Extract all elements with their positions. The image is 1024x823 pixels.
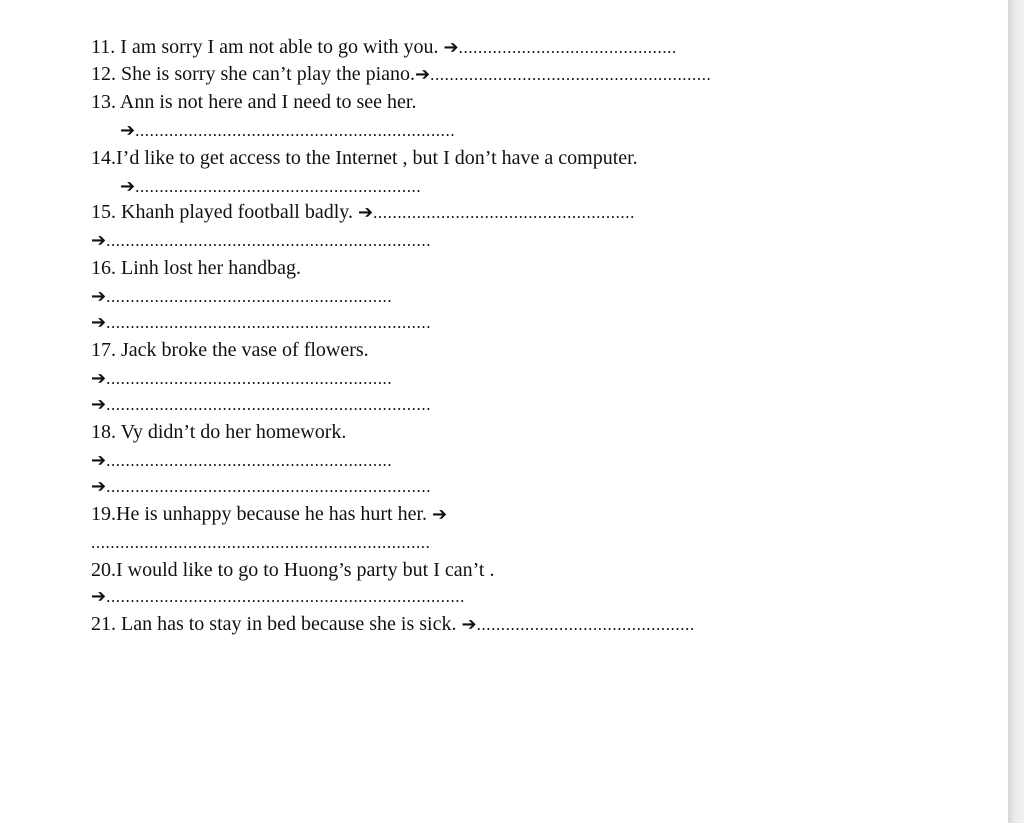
exercise-line [91, 501, 447, 528]
right-arrow-icon: ➔ [91, 394, 107, 415]
exercise-line [120, 173, 421, 200]
exercise-line [91, 309, 431, 336]
exercise-line [91, 337, 369, 364]
answer-blank[interactable]: ........................................................... [106, 287, 393, 306]
answer-blank[interactable]: .......................................................................... [106, 587, 465, 606]
answer-blank[interactable]: ...................................................... [373, 203, 635, 222]
answer-blank[interactable]: .................................................................. [135, 121, 456, 140]
exercise-text: 18. Vy didn’t do her homework. [91, 421, 347, 443]
exercise-line [91, 447, 392, 474]
right-arrow-icon: ➔ [91, 476, 107, 497]
right-arrow-icon: ➔ [461, 614, 477, 635]
right-arrow-icon: ➔ [120, 120, 136, 141]
exercise-line [91, 473, 431, 500]
right-arrow-icon: ➔ [415, 64, 431, 85]
exercise-text: 13. Ann is not here and I need to see her. [91, 91, 417, 113]
exercise-line [91, 583, 465, 610]
exercise-text: 21. Lan has to stay in bed because she is sick. [91, 613, 462, 635]
exercise-text: 11. I am sorry I am not able to go with you. [91, 36, 444, 58]
answer-blank[interactable]: ................................................................... [106, 313, 432, 332]
right-arrow-icon: ➔ [91, 286, 107, 307]
exercise-line [91, 255, 301, 282]
exercise-line [120, 117, 455, 144]
exercise-text: 14.I’d like to get access to the Internet , but I don’t have a computer. [91, 147, 638, 169]
exercise-text: 15. Khanh played football badly. [91, 201, 358, 223]
answer-blank[interactable]: ............................................. [458, 38, 677, 57]
exercise-text: 20.I would like to go to Huong’s party but I can’t . [91, 559, 495, 581]
exercise-line [91, 529, 431, 556]
exercise-text: 12. She is sorry she can’t play the piano. [91, 63, 416, 85]
exercise-line [91, 145, 638, 172]
exercise-text: 16. Linh lost her handbag. [91, 257, 301, 279]
answer-blank[interactable]: ...................................................................... [91, 533, 431, 552]
right-arrow-icon: ➔ [91, 368, 107, 389]
right-arrow-icon: ➔ [91, 586, 107, 607]
right-arrow-icon: ➔ [432, 504, 448, 525]
answer-blank[interactable]: ................................................................... [106, 231, 432, 250]
right-arrow-icon: ➔ [91, 450, 107, 471]
right-arrow-icon: ➔ [443, 37, 459, 58]
exercise-line [91, 419, 346, 446]
exercise-line [91, 34, 677, 61]
answer-blank[interactable]: ................................................................... [106, 477, 432, 496]
exercise-line [91, 89, 416, 116]
exercise-text: 17. Jack broke the vase of flowers. [91, 339, 369, 361]
exercise-line [91, 61, 711, 88]
right-arrow-icon: ➔ [91, 312, 107, 333]
right-arrow-icon: ➔ [120, 176, 136, 197]
answer-blank[interactable]: ........................................................... [106, 369, 393, 388]
page-edge-shadow [1008, 0, 1024, 823]
answer-blank[interactable]: ............................................. [476, 615, 695, 634]
answer-blank[interactable]: ........................................................... [106, 451, 393, 470]
exercise-line [91, 199, 635, 226]
exercise-line [91, 283, 392, 310]
exercise-line [91, 391, 431, 418]
answer-blank[interactable]: .......................................................... [430, 65, 712, 84]
exercise-text: 19.He is unhappy because he has hurt her. [91, 503, 433, 525]
right-arrow-icon: ➔ [91, 230, 107, 251]
exercise-line [91, 557, 494, 584]
answer-blank[interactable]: ................................................................... [106, 395, 432, 414]
exercise-line [91, 611, 695, 638]
exercise-line [91, 227, 431, 254]
answer-blank[interactable]: ........................................................... [135, 177, 422, 196]
right-arrow-icon: ➔ [357, 202, 374, 223]
exercise-line [91, 365, 392, 392]
